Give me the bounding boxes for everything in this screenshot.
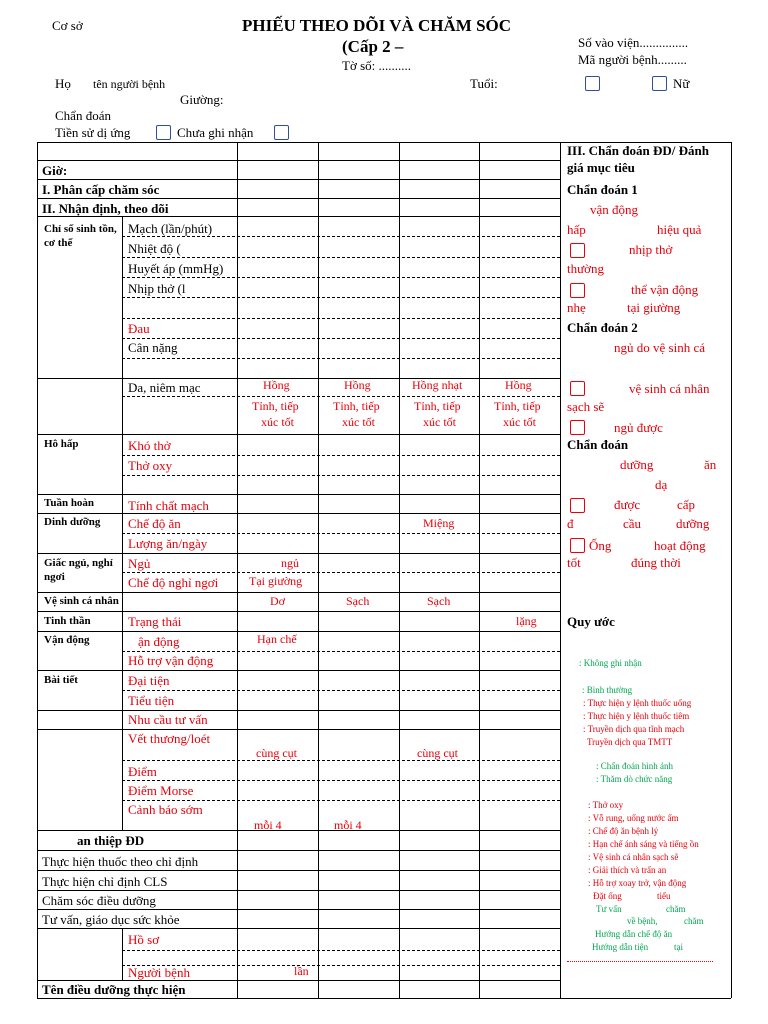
- legend-light-noise: : Hạn chế ánh sáng và tiếng ồn: [588, 839, 699, 849]
- legend-not-recorded: : Không ghi nhận: [579, 658, 642, 668]
- diag2-checkbox-2[interactable]: [570, 420, 585, 435]
- nurse-name-row: Tên điều dưỡng thực hiện: [42, 982, 186, 997]
- diag3-line-6a: tốt: [567, 555, 581, 570]
- not-recorded-label: Chưa ghi nhận: [177, 125, 254, 140]
- hygiene-value-1: Dơ: [270, 594, 286, 608]
- skin-value-3: Hồng nhạt: [412, 378, 463, 392]
- diag2-checkbox-1[interactable]: [570, 381, 585, 396]
- diag1-line-6b: tại giường: [627, 300, 681, 315]
- legend-catheter-a: Đặt ống: [593, 891, 622, 901]
- legend-normal: : Bình thường: [582, 685, 633, 695]
- legend-divider: [567, 961, 713, 962]
- diagnosis-2-title: Chẩn đoán 2: [567, 320, 638, 335]
- mobility-group: Vận động: [44, 634, 90, 646]
- diag3-line-3b: cấp: [677, 497, 696, 512]
- mobility-label: ận động: [138, 634, 180, 649]
- form-title: PHIẾU THEO DÕI VÀ CHĂM SÓC: [242, 16, 512, 35]
- excretion-group: Bài tiết: [44, 674, 78, 686]
- blood-pressure-label: Huyết áp (mmHg): [128, 261, 224, 276]
- not-recorded-checkbox[interactable]: [274, 125, 289, 140]
- consciousness-1-a: Tỉnh, tiếp: [252, 399, 299, 413]
- consciousness-4-b: xúc tốt: [503, 415, 536, 429]
- legend-oxygen: : Thở oxy: [588, 800, 624, 810]
- pulse-character-label: Tính chất mạch: [128, 498, 209, 513]
- pulse-label: Mạch (lần/phút): [128, 221, 213, 236]
- wound-value-1: cùng cụt: [256, 746, 297, 760]
- bed-label: Giường:: [180, 92, 224, 107]
- legend-toilet-guide-b: tại: [674, 942, 683, 952]
- diag1-line-6a: nhẹ: [567, 300, 586, 315]
- diag1-checkbox-1[interactable]: [570, 243, 585, 258]
- diag3-line-1a: dưỡng: [620, 457, 654, 472]
- mental-status-label: Trạng thái: [128, 614, 182, 629]
- counseling-need-label: Nhu cầu tư vấn: [128, 712, 208, 727]
- form-level: (Cấp 2 –: [342, 37, 404, 56]
- diag3-line-6b: đúng thời: [631, 555, 681, 570]
- legend-diet-guide: Hướng dẫn chế độ ăn: [595, 929, 673, 939]
- urination-label: Tiểu tiện: [128, 693, 175, 708]
- skin-value-4: Hồng: [505, 378, 532, 392]
- diag3-line-2: dạ: [655, 477, 668, 492]
- oxygen-label: Thở oxy: [128, 458, 173, 473]
- female-label: Nữ: [673, 76, 690, 91]
- facility-label: Cơ sở: [52, 18, 83, 33]
- legend-counsel-c: về bệnh,: [627, 916, 658, 926]
- mental-status-value: lặng: [516, 614, 537, 628]
- legend-oral-med: : Thực hiện y lệnh thuốc uống: [583, 698, 692, 708]
- diag2-line-3: sạch sẽ: [567, 399, 605, 414]
- diag3-line-4b: cầu: [623, 516, 642, 531]
- legend-iv: : Truyền dịch qua tĩnh mạch: [583, 724, 685, 734]
- diag3-line-4a: đ: [567, 516, 574, 531]
- legend-central-iv: Truyền dịch qua TMTT: [587, 737, 673, 747]
- allergy-checkbox[interactable]: [156, 125, 171, 140]
- legend-hygiene: : Vệ sinh cá nhân sạch sẽ: [588, 852, 679, 862]
- legend-counsel-a: Tư vấn: [596, 904, 622, 914]
- cls-row: Thực hiện chỉ định CLS: [42, 874, 168, 889]
- nursing-care-row: Chăm sóc điều dưỡng: [42, 893, 156, 908]
- diag2-line-1: ngủ do vệ sinh cá: [614, 340, 705, 355]
- nutrition-group: Dinh dưỡng: [44, 516, 101, 528]
- legend-turning: : Hỗ trợ xoay trở, vận động: [588, 878, 687, 888]
- respiration-label: Nhịp thở (l: [128, 281, 186, 296]
- mental-group: Tinh thần: [44, 615, 91, 627]
- age-label: Tuổi:: [470, 76, 498, 91]
- section-assessment: II. Nhận định, theo dõi: [42, 201, 169, 216]
- diag1-line-3: nhịp thở: [629, 242, 673, 257]
- dyspnea-label: Khó thở: [128, 438, 171, 453]
- legend-catheter-b: tiểu: [657, 891, 671, 901]
- score-label: Điểm: [128, 764, 157, 779]
- early-warning-value-2: mỗi 4: [334, 818, 362, 832]
- circulation-group: Tuần hoàn: [44, 497, 95, 509]
- diag1-line-4: thường: [567, 261, 605, 276]
- sleep-label: Ngủ: [128, 556, 151, 571]
- intake-label: Lượng ăn/ngày: [128, 536, 208, 551]
- consciousness-2-a: Tỉnh, tiếp: [333, 399, 380, 413]
- morse-label: Điểm Morse: [128, 783, 194, 798]
- consciousness-2-b: xúc tốt: [342, 415, 375, 429]
- pain-label: Đau: [128, 321, 150, 336]
- temperature-label: Nhiệt độ (: [128, 241, 181, 256]
- rest-regime-value: Tại giường: [249, 574, 303, 588]
- skin-label: Da, niêm mạc: [128, 380, 201, 395]
- intervention-heading: an thiệp ĐD: [77, 833, 145, 848]
- weight-label: Cân nặng: [128, 340, 178, 355]
- patient-code: Mã người bệnh.........: [578, 52, 687, 67]
- diag1-line-2b: hiệu quả: [657, 222, 702, 237]
- records-label: Hồ sơ: [128, 932, 160, 947]
- section-care-level: I. Phân cấp chăm sóc: [42, 182, 160, 197]
- legend-counsel-d: chăm: [684, 916, 704, 926]
- admission-number: Số vào viện...............: [578, 35, 689, 50]
- early-warning-label: Cảnh báo sớm: [128, 802, 203, 817]
- legend-function-test: : Thăm dò chức năng: [596, 774, 673, 784]
- diet-value-mouth: Miệng: [423, 516, 455, 530]
- legend-diet: : Chế độ ăn bệnh lý: [588, 826, 659, 836]
- diag1-line-5: thể vận động: [631, 282, 699, 297]
- hour-row-label: Giờ:: [42, 163, 68, 178]
- legend-injection: : Thực hiện y lệnh thuốc tiêm: [583, 711, 690, 721]
- hygiene-value-3: Sạch: [427, 594, 451, 608]
- legend-reassure: : Giải thích và trấn an: [588, 865, 667, 875]
- health-education-row: Tư vấn, giáo dục sức khỏe: [42, 912, 180, 927]
- early-warning-value-1: mỗi 4: [254, 818, 282, 832]
- wound-value-3: cùng cụt: [417, 746, 458, 760]
- diag1-line-1: vận động: [590, 202, 639, 217]
- sleep-group: Giấc ngủ, nghỉ ngơi: [44, 557, 113, 583]
- consciousness-3-b: xúc tốt: [423, 415, 456, 429]
- medication-row: Thực hiện thuốc theo chỉ định: [42, 854, 199, 869]
- patient-label: Người bệnh: [128, 965, 190, 980]
- consciousness-1-b: xúc tốt: [261, 415, 294, 429]
- legend-imaging: : Chẩn đoán hình ảnh: [596, 761, 673, 771]
- skin-value-2: Hồng: [344, 378, 371, 392]
- diag2-line-4: ngủ được: [614, 420, 663, 435]
- diag3-checkbox-2[interactable]: [570, 538, 585, 553]
- diagnosis-heading-2: giá mục tiêu: [567, 160, 635, 175]
- diag3-line-3a: được: [614, 497, 641, 512]
- male-checkbox[interactable]: [585, 76, 600, 91]
- diag3-line-1b: ăn: [704, 457, 717, 472]
- diag3-line-5b: hoạt động: [654, 538, 706, 553]
- legend-title: Quy ước: [567, 614, 615, 629]
- diag3-checkbox-1[interactable]: [570, 498, 585, 513]
- consciousness-4-a: Tỉnh, tiếp: [494, 399, 541, 413]
- legend-counsel-b: chăm: [666, 904, 686, 914]
- diag3-line-5a: Ống: [589, 538, 612, 553]
- legend-percussion: : Vỗ rung, uống nước ấm: [588, 813, 679, 823]
- diag2-line-2: vệ sinh cá nhân: [629, 381, 710, 396]
- patient-name-label-1: Họ: [55, 76, 71, 91]
- diag1-checkbox-2[interactable]: [570, 283, 585, 298]
- hygiene-group: Vệ sinh cá nhân: [44, 595, 119, 607]
- hygiene-value-2: Sạch: [346, 594, 370, 608]
- mobility-support-label: Hỗ trợ vận động: [128, 653, 214, 668]
- diag1-line-2a: hấp: [567, 222, 586, 237]
- allergy-label: Tiền sử dị ứng: [55, 125, 131, 140]
- legend-toilet-guide-a: Hướng dẫn tiện: [592, 942, 649, 952]
- defecation-label: Đại tiện: [128, 673, 170, 688]
- diagnosis-label: Chẩn đoán: [55, 108, 111, 123]
- diagnosis-3-title: Chẩn đoán: [567, 437, 629, 452]
- sleep-value: ngủ: [281, 556, 299, 570]
- rest-regime-label: Chế độ nghỉ ngơi: [128, 575, 219, 590]
- respiratory-group: Hô hấp: [44, 438, 79, 450]
- patient-name-label-2: tên người bệnh: [93, 77, 166, 91]
- diagnosis-heading-1: III. Chẩn đoán ĐD/ Đánh: [567, 143, 709, 158]
- consciousness-3-a: Tỉnh, tiếp: [414, 399, 461, 413]
- vital-signs-group: Chỉ số sinh tồn, cơ thể: [44, 223, 117, 249]
- wound-label: Vết thương/loét: [128, 731, 211, 746]
- mobility-value: Hạn chế: [257, 632, 297, 646]
- female-checkbox[interactable]: [652, 76, 667, 91]
- sheet-number: Tờ số: ..........: [342, 58, 411, 73]
- skin-value-1: Hồng: [263, 378, 290, 392]
- diet-label: Chế độ ăn: [128, 516, 181, 531]
- diag3-line-4c: dưỡng: [676, 516, 710, 531]
- diagnosis-1-title: Chẩn đoán 1: [567, 182, 638, 197]
- times-value: lần: [294, 964, 309, 978]
